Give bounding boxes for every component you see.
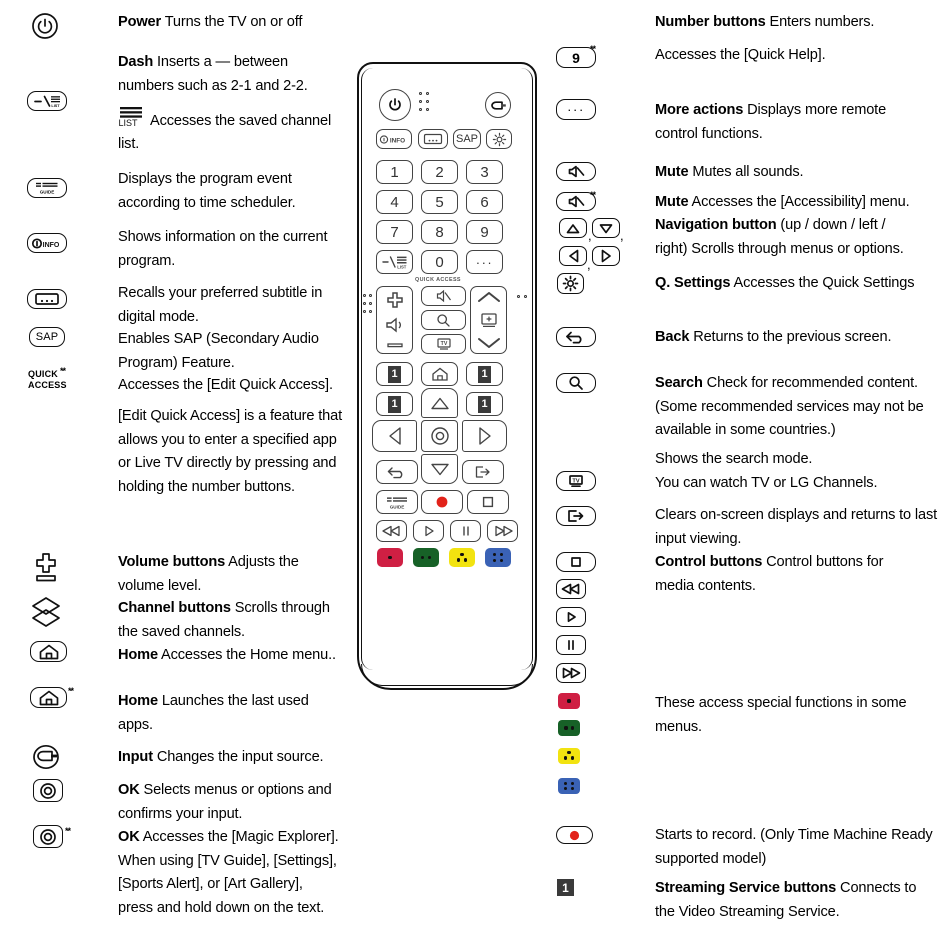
remote-num-4[interactable] [376,190,413,214]
more-actions-key-label: ··· [567,102,585,117]
list-inline-icon [119,106,147,128]
remote-blue-key[interactable] [485,548,511,567]
remote-more-actions-key[interactable] [466,250,503,274]
remote-side-dot-l1 [363,294,366,297]
home-icon [30,641,67,662]
quick-settings-icon [557,273,584,294]
qa-desc-1: Accesses the [Edit Quick Access]. [118,377,333,393]
power-description [118,11,343,35]
remote-exit-key[interactable] [462,460,504,484]
remote-input-key[interactable] [485,92,511,118]
more-actions-description [655,99,945,146]
remote-rewind-key[interactable] [376,520,407,542]
nav-down-icon [592,218,620,238]
back-label: Back [655,329,690,345]
info-desc-1: Shows information on the current [118,229,328,245]
remote-num-5[interactable] [421,190,458,214]
remote-stream-key-1[interactable] [376,362,413,386]
tv-desc: You can watch TV or LG Channels. [655,474,878,491]
remote-num-7-label: 7 [390,223,399,241]
channel-desc: Scrolls through [230,600,330,616]
search-description [655,372,947,443]
search-label: Search [655,375,703,391]
remote-num-8[interactable] [421,220,458,244]
power-desc: Turns the TV on or off [161,14,303,30]
number-buttons-desc: Enters numbers. [765,14,875,30]
info-desc-2: program. [118,252,176,269]
home2-desc-2: apps. [118,716,153,733]
svg-text:INFO: INFO [42,241,60,249]
remote-more-label: ··· [475,254,494,270]
remote-ir-dot-1 [419,92,422,95]
more-actions-desc-2: control functions. [655,125,763,142]
remote-side-dot-r1 [517,295,520,298]
ok-icon [33,779,63,802]
remote-num-3-label: 3 [480,163,489,181]
nav-desc-2: right) Scrolls through menus or options. [655,240,904,257]
remote-num-8-label: 8 [435,223,444,241]
remote-num-9[interactable] [466,220,503,244]
remote-num-3[interactable] [466,160,503,184]
remote-fast-forward-key[interactable] [487,520,518,542]
exit-desc: Clears on-screen displays and returns to last [655,507,938,523]
mute-starred-asterisk: ** [590,190,596,200]
remote-nav-down-key[interactable] [421,454,458,484]
remote-num-6-label: 6 [480,193,489,211]
guide-desc-2: according to time scheduler. [118,194,296,211]
remote-side-dot-l4 [369,302,372,305]
streaming-description [655,877,947,924]
home-icon-starred [30,687,67,708]
list-desc: Accesses the saved channel [150,113,332,129]
remote-num-6[interactable] [466,190,503,214]
nav-desc: (up / down / left / [776,217,886,233]
svg-text:TV: TV [572,477,580,484]
info-icon [27,233,67,253]
remote-channel-rocker[interactable] [470,286,507,354]
remote-record-key[interactable] [421,490,463,514]
yellow-color-key-icon [558,748,580,764]
svg-text:GUIDE: GUIDE [389,503,405,509]
blue-color-key-icon [558,778,580,794]
remote-guide-key[interactable] [376,490,418,514]
input-icon [32,744,60,770]
ok2-desc-4: press and hold down on the text. [118,899,325,916]
control-buttons-description [655,551,947,598]
ok-starred-description [118,826,358,920]
guide-icon [27,178,67,198]
nav-up-icon [559,218,587,238]
power-label: Power [118,14,162,30]
qsettings-desc: Accesses the Quick Settings [730,275,915,291]
home-label: Home [118,647,158,663]
quick-help-description [655,44,945,68]
play-icon [556,607,586,627]
stream-desc: Connects to [836,880,917,896]
more-actions-icon [556,99,596,120]
volume-description [118,551,353,598]
remote-ir-dot-4 [426,100,429,103]
quick-help-desc: Accesses the [Quick Help]. [655,47,826,63]
ok2-label: OK [118,829,140,845]
streaming-service-one-icon [557,879,574,896]
ok-icon-starred [33,825,63,848]
remote-num-7[interactable] [376,220,413,244]
guide-description [118,168,343,215]
tv-icon [556,471,596,491]
power-icon [31,12,59,40]
nine-key-asterisk: ** [590,44,596,54]
subtitle-desc-1: Recalls your preferred subtitle in [118,285,323,301]
more-actions-label: More actions [655,102,744,118]
remote-side-dot-l5 [363,310,366,313]
mute-accessibility-description [655,191,947,215]
ok-starred-asterisk: ** [65,826,71,836]
input-description [118,746,353,770]
remote-ir-dot-3 [419,100,422,103]
mute-icon [556,162,596,181]
quick-access-asterisk: ** [60,366,66,376]
remote-yellow-key[interactable] [449,548,475,567]
exit-description [655,504,947,551]
dash-list-icon [27,91,67,111]
remote-stream-key-3[interactable] [376,392,413,416]
remote-pause-key[interactable] [450,520,481,542]
remote-volume-rocker[interactable] [376,286,413,354]
ok-description [118,779,353,826]
exit-desc-2: input viewing. [655,530,742,547]
remote-bottom-chin [361,664,533,686]
quick-access-description [118,374,350,398]
remote-num-4-label: 4 [390,193,399,211]
subtitle-icon [27,289,67,309]
remote-nav-up-key[interactable] [421,388,458,418]
remote-num-5-label: 5 [435,193,444,211]
remote-stream-4-label: 1 [478,396,491,413]
list-description [150,110,350,134]
remote-settings-key[interactable] [486,129,512,149]
volume-desc-2: volume level. [118,577,202,594]
remote-nav-right-key[interactable] [462,420,507,452]
remote-sap-label: SAP [455,133,478,145]
remote-search-key[interactable] [421,310,466,330]
input-label: Input [118,749,153,765]
ok-label: OK [118,782,140,798]
number-buttons-label: Number buttons [655,14,766,30]
remote-subtitle-key[interactable] [418,129,448,149]
remote-stream-3-label: 1 [388,396,401,413]
fast-forward-icon [556,663,586,683]
remote-power-key[interactable] [379,89,411,121]
remote-stream-1-label: 1 [388,366,401,383]
ok2-desc-3: [Sports Alert], or [Art Gallery], [118,876,303,892]
streaming-one-label: 1 [557,879,574,896]
nav-label: Navigation button [655,217,777,233]
color-buttons-description [655,692,947,739]
pause-icon [556,635,586,655]
mute-desc: Mutes all sounds. [688,164,804,180]
color-desc-2: menus. [655,718,702,735]
sap-desc-2: Program) Feature. [118,354,235,371]
home2-desc: Launches the last used [157,693,309,709]
list-description-2 [118,133,343,157]
stop-icon [556,552,596,572]
record-description [655,824,947,871]
list-desc-2: list. [118,136,140,152]
ok-desc: Selects menus or options and [139,782,332,798]
subtitle-desc-2: digital mode. [118,308,199,325]
nav-right-icon [592,246,620,266]
remote-num-1[interactable] [376,160,413,184]
mute2-desc: Accesses the [Accessibility] menu. [688,194,910,210]
remote-green-key[interactable] [413,548,439,567]
remote-red-key[interactable] [377,548,403,567]
ok2-desc-2: When using [TV Guide], [Settings], [118,852,337,869]
quick-settings-description [655,272,947,296]
ok2-desc: Accesses the [Magic Explorer]. [139,829,339,845]
navigation-description [655,214,947,261]
channel-desc-2: the saved channels. [118,623,245,640]
remote-num-1-label: 1 [390,163,399,181]
home2-label: Home [118,693,158,709]
svg-text:LIST: LIST [396,264,406,270]
qa-desc-5: holding the number buttons. [118,478,295,495]
rewind-icon [556,579,586,599]
home-starred-description [118,690,353,737]
remote-num-2-label: 2 [435,163,444,181]
remote-num-2[interactable] [421,160,458,184]
search-desc-3: available in some countries.) [655,422,836,438]
number-buttons-description [655,11,945,35]
search-desc: Check for recommended content. [702,375,918,391]
remote-dash-list-key[interactable] [376,250,413,274]
remote-tv-key[interactable] [421,334,466,354]
qa-desc-2: [Edit Quick Access] is a feature that [118,408,343,424]
remote-num-0[interactable] [421,250,458,274]
volume-label: Volume buttons [118,554,226,570]
back-description [655,326,945,350]
mute2-label: Mute [655,194,689,210]
quick-access-icon [28,366,88,395]
dash-desc: Inserts a — between [153,54,288,70]
nav-left-icon [559,246,587,266]
volume-icon [31,552,61,584]
dash-label: Dash [118,54,154,70]
sap-description [118,328,343,375]
remote-sap-key[interactable] [453,129,481,149]
search-mode-desc: Shows the search mode. [655,451,813,467]
remote-quick-access-label: QUICK ACCESS [415,277,461,283]
dash-description [118,51,343,98]
color-desc: These access special functions in some [655,695,907,711]
remote-mute-key[interactable] [421,286,466,306]
mute-label: Mute [655,164,689,180]
exit-icon [556,506,596,526]
remote-side-dot-l3 [363,302,366,305]
search-desc-2: (Some recommended services may not be [655,398,924,415]
control-desc-2: media contents. [655,577,756,594]
svg-text:INFO: INFO [389,136,406,144]
remote-side-dot-r2 [524,295,527,298]
qsettings-label: Q. Settings [655,275,731,291]
svg-text:LIST: LIST [118,118,138,128]
channel-label: Channel buttons [118,600,231,616]
red-color-key-icon [558,693,580,709]
subtitle-description [118,282,343,329]
remote-stop-key[interactable] [467,490,509,514]
remote-stream-2-label: 1 [478,366,491,383]
more-actions-desc: Displays more remote [743,102,887,118]
svg-text:GUIDE: GUIDE [39,189,55,195]
info-description [118,226,343,273]
remote-info-key[interactable] [376,129,412,149]
remote-home-key[interactable] [421,362,458,386]
sap-key-label: SAP [35,331,59,343]
nav-comma-1: , [588,228,592,243]
quick-access-description-2 [118,405,350,499]
ok-desc-2: confirms your input. [118,805,243,822]
home-starred-asterisk: ** [68,686,74,696]
guide-desc-1: Displays the program event [118,171,292,187]
quick-access-line2: ACCESS [28,379,67,390]
svg-text:TV: TV [440,341,447,348]
remote-control-illustration [357,62,537,690]
stream-desc-2: the Video Streaming Service. [655,903,840,920]
mute-description [655,161,945,185]
remote-ir-dot-6 [426,108,429,111]
control-desc: Control buttons for [762,554,884,570]
input-desc: Changes the input source. [152,749,324,765]
remote-nav-left-key[interactable] [372,420,417,452]
remote-back-key[interactable] [376,460,418,484]
channel-icon [31,596,61,628]
qa-desc-3: allows you to enter a specified app [118,431,337,448]
record-desc-2: supported model) [655,850,767,867]
quick-access-line1: QUICK [28,369,58,379]
remote-num-9-label: 9 [480,223,489,241]
home-description [118,644,353,668]
svg-text:LIST: LIST [51,104,60,108]
control-label: Control buttons [655,554,763,570]
channel-description [118,597,353,644]
dash-desc-2: numbers such as 2-1 and 2-2. [118,77,308,94]
remote-stream-key-4[interactable] [466,392,503,416]
back-icon [556,327,596,347]
search-mode-description [655,448,945,495]
record-desc: Starts to record. (Only Time Machine Ready [655,827,933,843]
nine-key-label: 9 [572,49,580,66]
nav-comma-3: , [587,257,591,272]
remote-stream-key-2[interactable] [466,362,503,386]
remote-ir-dot-2 [426,92,429,95]
volume-desc: Adjusts the [225,554,299,570]
qa-desc-4: or Live TV directly by pressing and [118,455,337,471]
remote-ir-dot-5 [419,108,422,111]
remote-num-0-label: 0 [435,253,444,271]
remote-ok-key[interactable] [421,420,458,452]
search-icon [556,373,596,393]
remote-side-dot-l6 [369,310,372,313]
remote-side-dot-l2 [369,294,372,297]
remote-play-key[interactable] [413,520,444,542]
back-desc: Returns to the previous screen. [689,329,892,345]
green-color-key-icon [558,720,580,736]
sap-icon [29,327,65,347]
home-desc: Accesses the Home menu.. [157,647,336,663]
sap-desc-1: Enables SAP (Secondary Audio [118,331,319,347]
record-icon [556,826,593,844]
nav-comma-2: , [620,228,624,243]
stream-label: Streaming Service buttons [655,880,837,896]
